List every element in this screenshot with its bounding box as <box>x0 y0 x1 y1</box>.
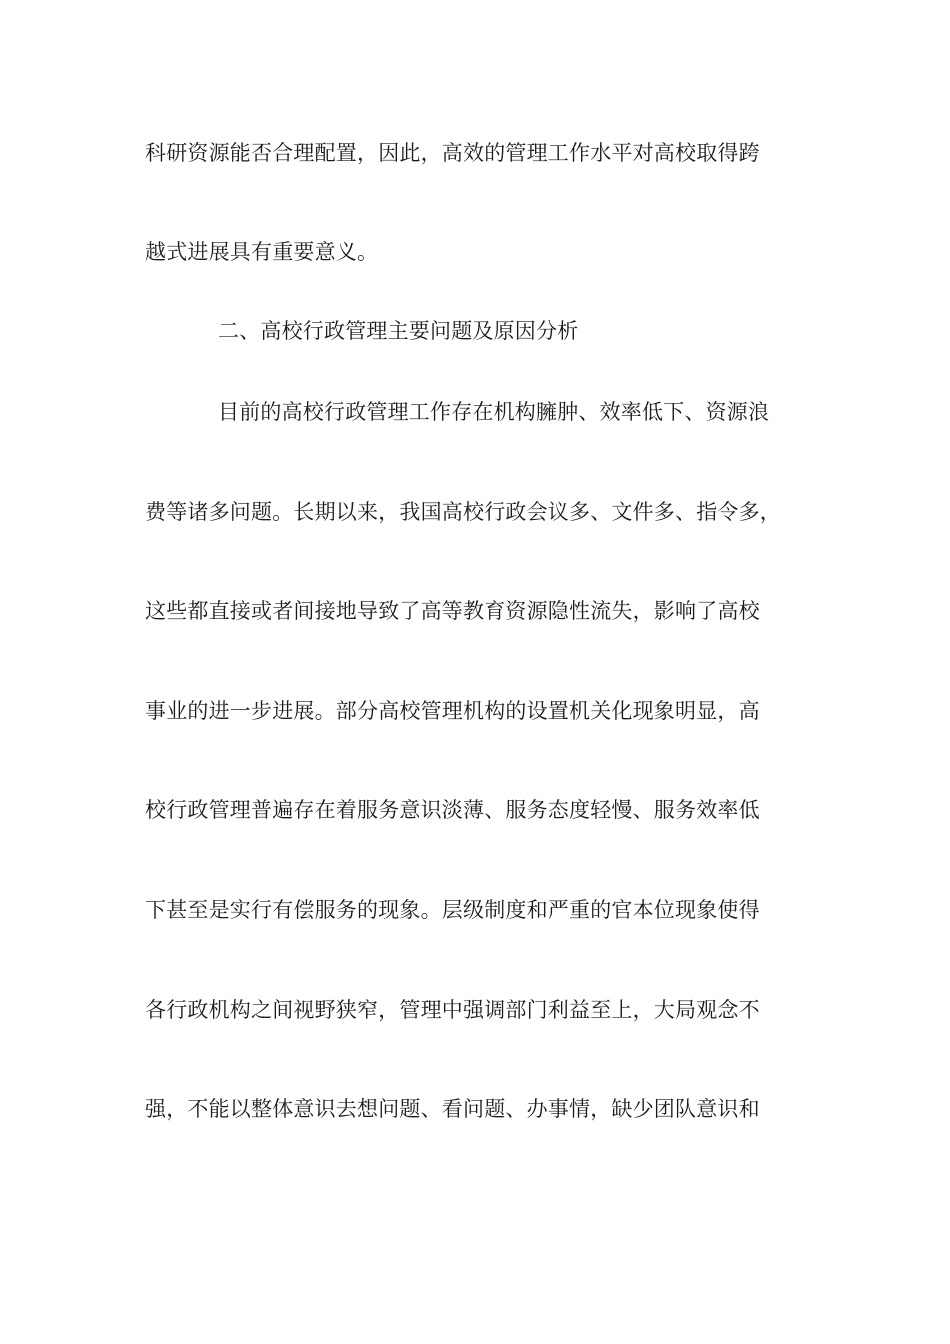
paragraph-line: 目前的高校行政管理工作存在机构臃肿、效率低下、资源浪 <box>218 400 770 424</box>
paragraph-line: 这些都直接或者间接地导致了高等教育资源隐性流失，影响了高校 <box>145 599 760 623</box>
paragraph-line: 科研资源能否合理配置，因此，高效的管理工作水平对高校取得跨 <box>145 141 760 165</box>
paragraph-line: 事业的进一步进展。部分高校管理机构的设置机关化现象明显，高 <box>145 699 760 723</box>
paragraph-line: 越式进展具有重要意义。 <box>145 240 379 264</box>
paragraph-line: 强，不能以整体意识去想问题、看问题、办事情，缺少团队意识和 <box>145 1097 760 1121</box>
paragraph-line: 费等诸多问题。长期以来，我国高校行政会议多、文件多、指令多， <box>145 500 781 524</box>
paragraph-line: 各行政机构之间视野狭窄，管理中强调部门利益至上，大局观念不 <box>145 998 760 1022</box>
paragraph-line: 下甚至是实行有偿服务的现象。层级制度和严重的官本位现象使得 <box>145 898 760 922</box>
paragraph-line: 校行政管理普遍存在着服务意识淡薄、服务态度轻慢、服务效率低 <box>145 798 760 822</box>
section-heading: 二、高校行政管理主要问题及原因分析 <box>218 319 579 343</box>
